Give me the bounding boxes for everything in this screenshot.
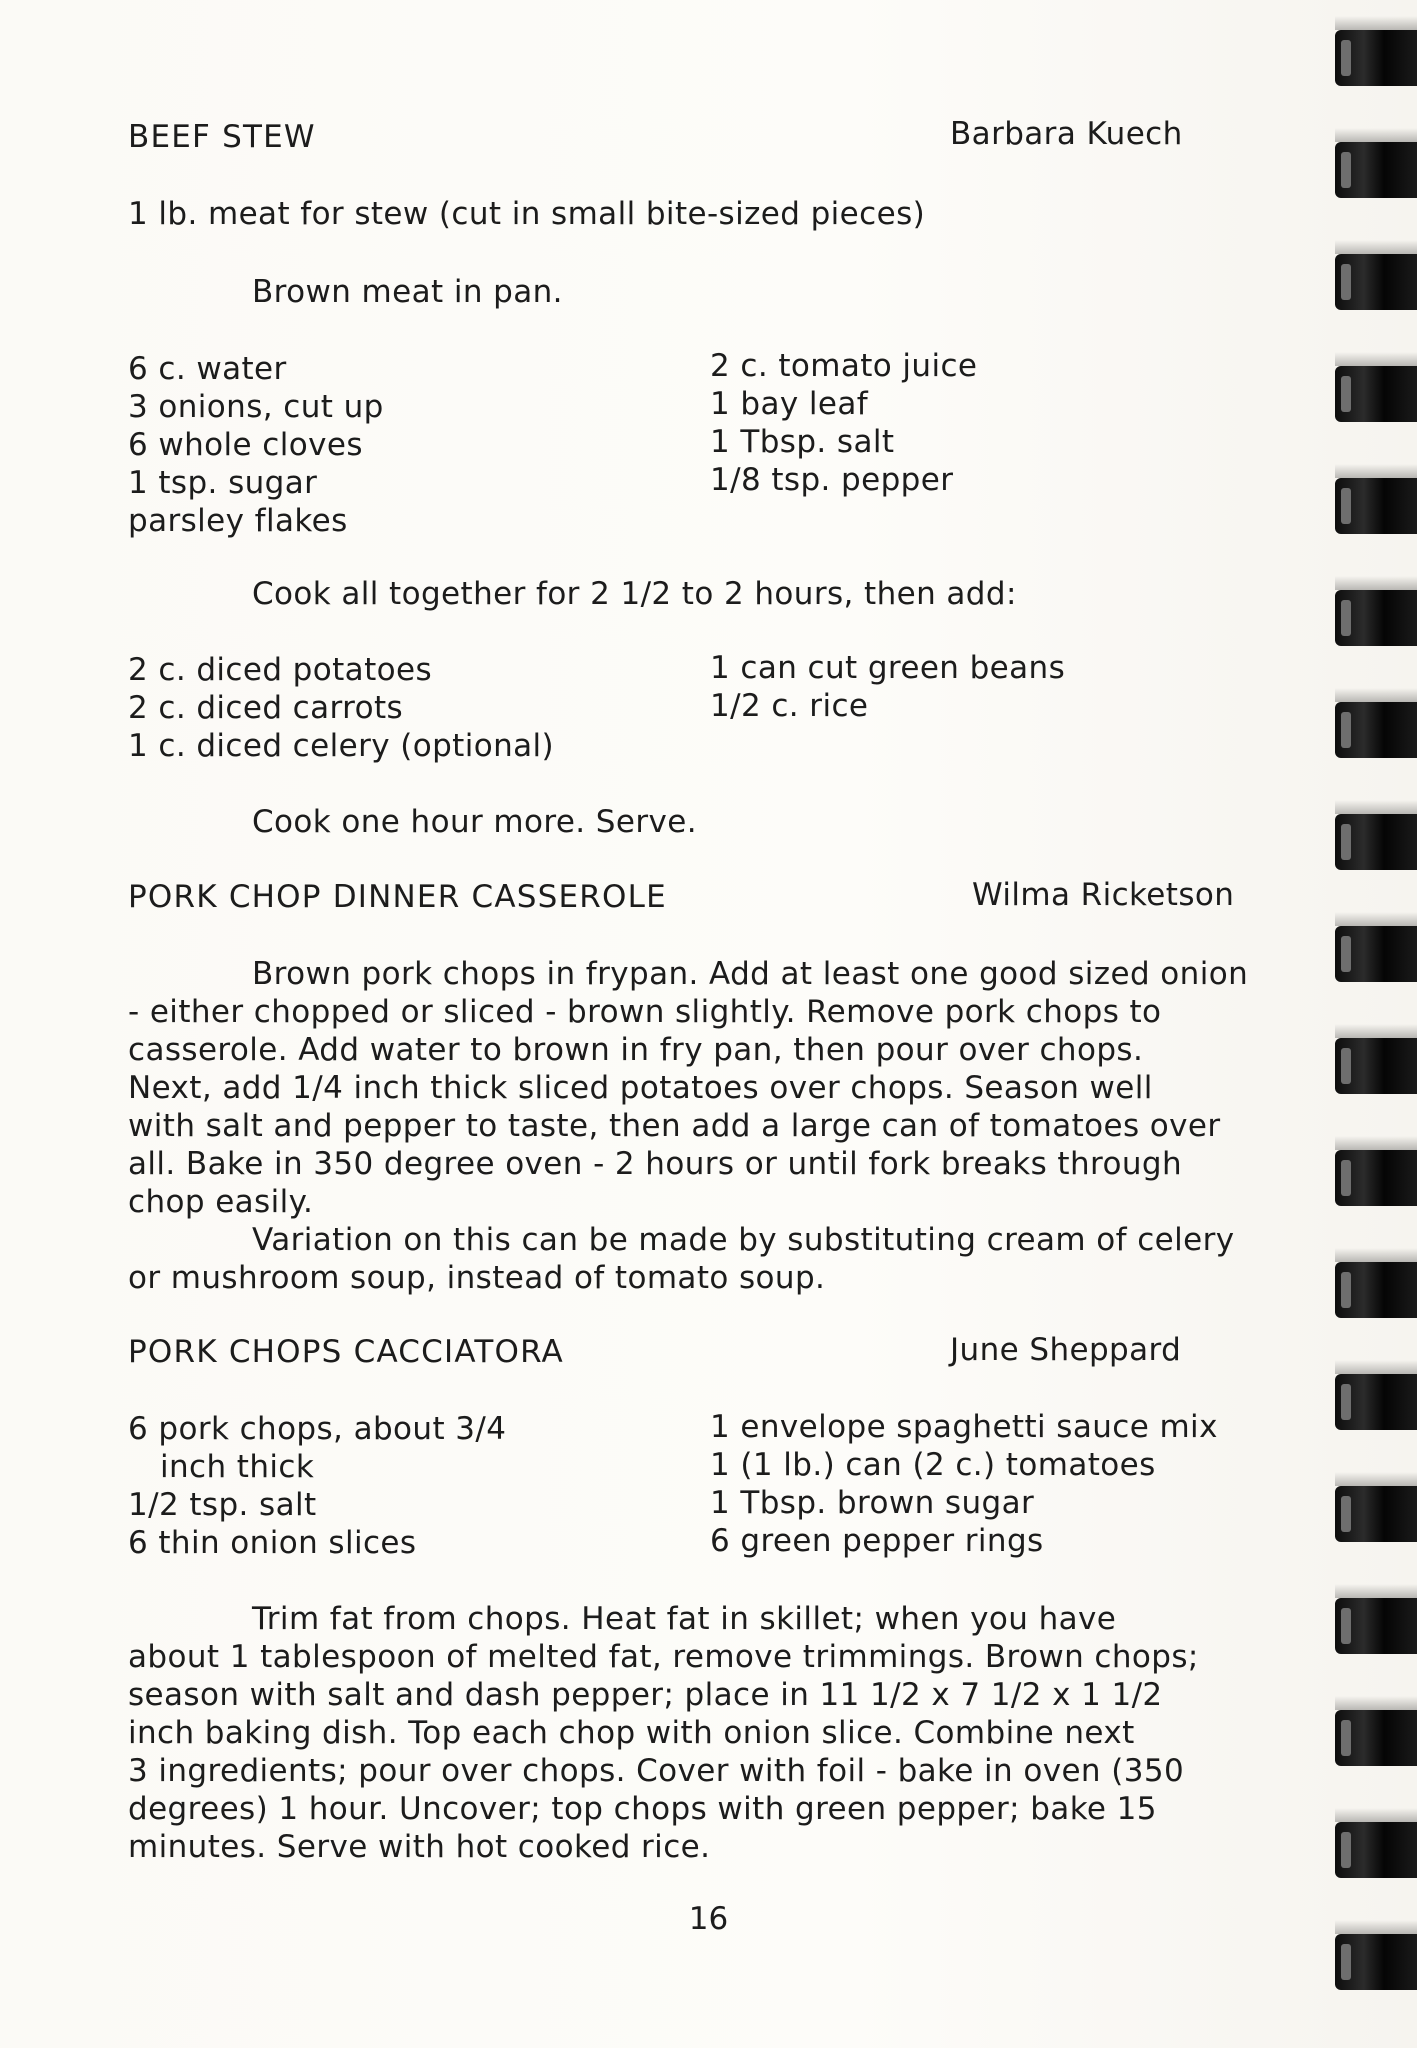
recipe-line: Variation on this can be made by substituting cream of celery [252,1222,1235,1258]
binding-coil [1335,1486,1417,1542]
binding-coil [1335,926,1417,982]
ingredient: 1 tsp. sugar [128,465,318,501]
recipe-line: or mushroom soup, instead of tomato soup. [128,1260,826,1296]
binding-coil [1335,1822,1417,1878]
page-number: 16 [688,1901,729,1937]
ingredient: 1/2 tsp. salt [128,1487,317,1523]
recipe-line: 1 lb. meat for stew (cut in small bite-sized pieces) [128,196,926,232]
binding-coil [1335,30,1417,86]
ingredient: 3 onions, cut up [128,389,384,425]
ingredient: inch thick [160,1449,315,1485]
spiral-binding [1327,0,1417,2048]
recipe-line: chop easily. [128,1184,314,1220]
binding-coil [1335,478,1417,534]
recipe-line: Cook one hour more. Serve. [252,804,697,840]
ingredient: 6 whole cloves [128,427,363,463]
ingredient: 1/8 tsp. pepper [710,462,954,498]
recipe-line: about 1 tablespoon of melted fat, remove trimmings. Brown chops; [128,1639,1199,1675]
recipe-title: PORK CHOPS CACCIATORA [128,1334,564,1370]
ingredient: 6 c. water [128,351,287,387]
ingredient: 1 c. diced celery (optional) [128,728,555,764]
binding-coil [1335,702,1417,758]
recipe-author: Wilma Ricketson [972,877,1235,913]
recipe-line: degrees) 1 hour. Uncover; top chops with green pepper; bake 15 [128,1791,1157,1827]
binding-coil [1335,142,1417,198]
ingredient: 6 thin onion slices [128,1525,417,1561]
recipe-line: inch baking dish. Top each chop with onion slice. Combine next [128,1715,1135,1751]
recipe-author: Barbara Kuech [950,116,1183,152]
recipe-line: Brown pork chops in frypan. Add at least one good sized onion [252,956,1249,992]
recipe-line: minutes. Serve with hot cooked rice. [128,1829,711,1865]
recipe-title: BEEF STEW [128,119,316,155]
binding-coil [1335,1150,1417,1206]
recipe-title: PORK CHOP DINNER CASSEROLE [128,879,667,915]
ingredient: parsley flakes [128,503,348,539]
recipe-author: June Sheppard [950,1332,1182,1368]
recipe-line: 3 ingredients; pour over chops. Cover with foil - bake in oven (350 [128,1753,1185,1789]
binding-coil [1335,1934,1417,1990]
ingredient: 6 green pepper rings [710,1523,1044,1559]
recipe-line: casserole. Add water to brown in fry pan, then pour over chops. [128,1032,1144,1068]
recipe-line: all. Bake in 350 degree oven - 2 hours or until fork breaks through [128,1146,1183,1182]
ingredient: 6 pork chops, about 3/4 [128,1411,507,1447]
recipe-line: Brown meat in pan. [252,274,563,310]
recipe-line: with salt and pepper to taste, then add a large can of tomatoes over [128,1108,1221,1144]
ingredient: 1 bay leaf [710,386,869,422]
ingredient: 2 c. diced carrots [128,690,404,726]
ingredient: 1 can cut green beans [710,650,1066,686]
recipe-line: Trim fat from chops. Heat fat in skillet; when you have [252,1601,1117,1637]
binding-coil [1335,814,1417,870]
binding-coil [1335,254,1417,310]
binding-coil [1335,1374,1417,1430]
binding-coil [1335,1038,1417,1094]
binding-coil [1335,1262,1417,1318]
ingredient: 1 Tbsp. salt [710,424,895,460]
ingredient: 1 (1 lb.) can (2 c.) tomatoes [710,1447,1156,1483]
recipe-line: Cook all together for 2 1/2 to 2 hours, then add: [252,576,1017,612]
binding-coil [1335,1598,1417,1654]
ingredient: 2 c. diced potatoes [128,652,433,688]
binding-coil [1335,1710,1417,1766]
ingredient: 1/2 c. rice [710,688,869,724]
binding-coil [1335,366,1417,422]
ingredient: 2 c. tomato juice [710,348,978,384]
recipe-line: season with salt and dash pepper; place in 11 1/2 x 7 1/2 x 1 1/2 [128,1677,1163,1713]
recipe-line: Next, add 1/4 inch thick sliced potatoes over chops. Season well [128,1070,1153,1106]
ingredient: 1 Tbsp. brown sugar [710,1485,1035,1521]
binding-coil [1335,590,1417,646]
recipe-line: - either chopped or sliced - brown slightly. Remove pork chops to [128,994,1162,1030]
ingredient: 1 envelope spaghetti sauce mix [710,1409,1218,1445]
